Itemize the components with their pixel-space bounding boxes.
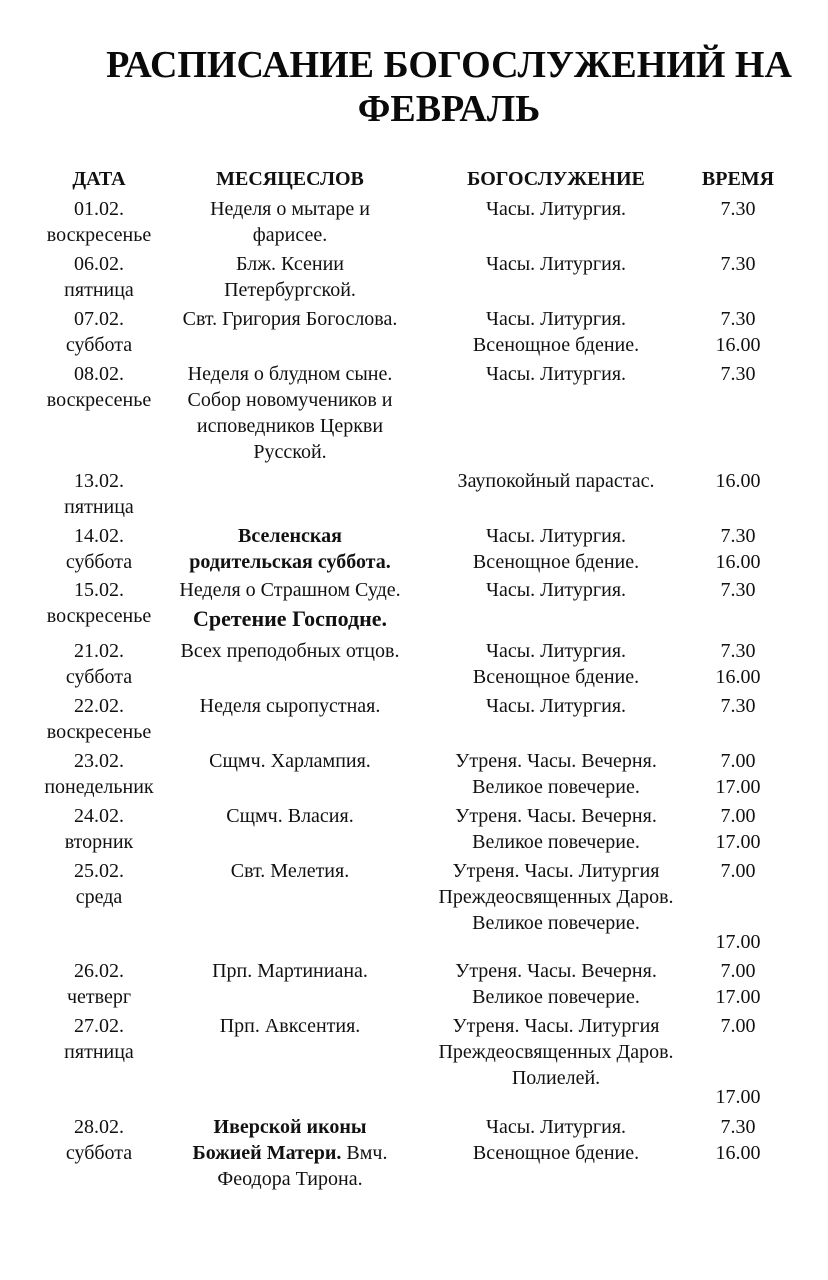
row-time: 7.30 bbox=[720, 640, 756, 662]
row-saint: Неделя о Страшном Суде. bbox=[179, 579, 401, 601]
row-time: 17.00 bbox=[715, 931, 761, 953]
row-service: Полиелей. bbox=[511, 1067, 601, 1089]
row-weekday: суббота bbox=[65, 1142, 133, 1164]
row-saint: Неделя о мытаре и bbox=[210, 198, 370, 220]
row-date: 08.02. bbox=[74, 363, 124, 385]
row-date: 21.02. bbox=[74, 640, 124, 662]
row-time: 7.30 bbox=[720, 363, 756, 385]
row-date: 27.02. bbox=[74, 1015, 124, 1037]
row-time: 7.30 bbox=[720, 253, 756, 275]
row-saint: Неделя о блудном сыне. bbox=[187, 363, 393, 385]
row-service: Часы. Литургия. bbox=[485, 579, 627, 601]
row-weekday: воскресенье bbox=[46, 721, 152, 743]
row-service: Утреня. Часы. Литургия bbox=[452, 860, 660, 882]
row-saint: Всех преподобных отцов. bbox=[180, 640, 400, 662]
row-weekday: суббота bbox=[65, 334, 133, 356]
row-service: Всенощное бдение. bbox=[472, 551, 640, 573]
row-time: 7.30 bbox=[720, 308, 756, 330]
row-service: Часы. Литургия. bbox=[485, 640, 627, 662]
row-date: 22.02. bbox=[74, 695, 124, 717]
row-weekday: суббота bbox=[65, 551, 133, 573]
row-date: 25.02. bbox=[74, 860, 124, 882]
row-service: Часы. Литургия. bbox=[485, 198, 627, 220]
row-time: 17.00 bbox=[715, 1086, 761, 1108]
row-service: Заупокойный парастас. bbox=[457, 470, 655, 492]
row-weekday: пятница bbox=[64, 279, 134, 301]
row-service: Преждеосвященных Даров. bbox=[438, 1041, 674, 1063]
row-weekday: пятница bbox=[64, 1041, 134, 1063]
row-saint-bold: родительская суббота. bbox=[189, 551, 391, 573]
row-time: 7.00 bbox=[720, 805, 756, 827]
row-service: Часы. Литургия. bbox=[485, 1116, 627, 1138]
row-saint: Сщмч. Власия. bbox=[226, 805, 354, 827]
row-saint-tail: Вмч. bbox=[341, 1142, 388, 1164]
row-time: 7.00 bbox=[720, 960, 756, 982]
row-service: Утреня. Часы. Вечерня. bbox=[455, 750, 657, 772]
row-date: 26.02. bbox=[74, 960, 124, 982]
row-service: Часы. Литургия. bbox=[485, 525, 627, 547]
row-time: 16.00 bbox=[715, 666, 761, 688]
row-weekday: среда bbox=[75, 886, 123, 908]
row-date: 06.02. bbox=[74, 253, 124, 275]
row-time: 17.00 bbox=[715, 831, 761, 853]
row-date: 24.02. bbox=[74, 805, 124, 827]
row-saint-bold: Иверской иконы bbox=[213, 1116, 367, 1138]
row-saint: Свт. Григория Богослова. bbox=[182, 308, 398, 330]
row-saint: Собор новомучеников и bbox=[187, 389, 393, 411]
row-saint: Неделя сыропустная. bbox=[199, 695, 381, 717]
row-service: Всенощное бдение. bbox=[472, 666, 640, 688]
row-weekday: понедельник bbox=[44, 776, 154, 798]
row-time: 7.30 bbox=[720, 1116, 756, 1138]
page-title-line1: РАСПИСАНИЕ БОГОСЛУЖЕНИЙ НА bbox=[106, 44, 792, 86]
header-time: ВРЕМЯ bbox=[701, 168, 775, 190]
row-service: Великое повечерие. bbox=[472, 776, 640, 798]
row-saint-bold: Вселенская bbox=[238, 525, 342, 547]
row-service: Всенощное бдение. bbox=[472, 334, 640, 356]
row-service: Часы. Литургия. bbox=[485, 253, 627, 275]
row-service: Великое повечерие. bbox=[472, 986, 640, 1008]
row-time: 7.30 bbox=[720, 695, 756, 717]
row-date: 07.02. bbox=[74, 308, 124, 330]
row-time: 7.30 bbox=[720, 198, 756, 220]
row-service: Великое повечерие. bbox=[472, 831, 640, 853]
row-weekday: пятница bbox=[64, 496, 134, 518]
row-saint: исповедников Церкви bbox=[196, 415, 384, 437]
row-date: 23.02. bbox=[74, 750, 124, 772]
row-time: 16.00 bbox=[715, 1142, 761, 1164]
row-weekday: воскресенье bbox=[46, 389, 152, 411]
row-time: 7.00 bbox=[720, 750, 756, 772]
row-date: 01.02. bbox=[74, 198, 124, 220]
row-time: 7.30 bbox=[720, 579, 756, 601]
row-saint: Свт. Мелетия. bbox=[230, 860, 350, 882]
row-service: Преждеосвященных Даров. bbox=[438, 886, 674, 908]
row-saint: Сщмч. Харлампия. bbox=[209, 750, 371, 772]
row-service: Утреня. Часы. Литургия bbox=[452, 1015, 660, 1037]
row-date: 15.02. bbox=[74, 579, 124, 601]
row-date: 28.02. bbox=[74, 1116, 124, 1138]
row-service: Часы. Литургия. bbox=[485, 695, 627, 717]
row-saint: Блж. Ксении bbox=[236, 253, 344, 275]
header-service: БОГОСЛУЖЕНИЕ bbox=[467, 168, 645, 190]
row-date: 13.02. bbox=[74, 470, 124, 492]
row-weekday: вторник bbox=[64, 831, 134, 853]
row-time: 16.00 bbox=[715, 334, 761, 356]
row-weekday: суббота bbox=[65, 666, 133, 688]
row-time: 16.00 bbox=[715, 470, 761, 492]
row-date: 14.02. bbox=[74, 525, 124, 547]
page-title-line2: ФЕВРАЛЬ bbox=[357, 88, 541, 130]
row-time: 7.00 bbox=[720, 860, 756, 882]
row-saint-feast: Сретение Господне. bbox=[192, 606, 388, 631]
row-time: 7.00 bbox=[720, 1015, 756, 1037]
row-weekday: четверг bbox=[66, 986, 132, 1008]
row-time: 16.00 bbox=[715, 551, 761, 573]
row-service: Всенощное бдение. bbox=[472, 1142, 640, 1164]
row-weekday: воскресенье bbox=[46, 605, 152, 627]
row-saint: фарисее. bbox=[252, 224, 328, 246]
row-service: Утреня. Часы. Вечерня. bbox=[455, 960, 657, 982]
header-date: ДАТА bbox=[72, 168, 126, 190]
row-weekday: воскресенье bbox=[46, 224, 152, 246]
row-service: Часы. Литургия. bbox=[485, 308, 627, 330]
row-time: 17.00 bbox=[715, 776, 761, 798]
row-saint-bold: Божией Матери. Вмч. bbox=[192, 1142, 388, 1164]
row-saint: Русской. bbox=[253, 441, 327, 463]
row-service: Часы. Литургия. bbox=[485, 363, 627, 385]
row-time: 17.00 bbox=[715, 986, 761, 1008]
row-saint: Феодора Тирона. bbox=[217, 1168, 363, 1190]
row-saint: Прп. Авксентия. bbox=[219, 1015, 361, 1037]
header-saint: МЕСЯЦЕСЛОВ bbox=[216, 168, 364, 190]
row-time: 7.30 bbox=[720, 525, 756, 547]
row-service: Утреня. Часы. Вечерня. bbox=[455, 805, 657, 827]
row-saint: Петербургской. bbox=[224, 279, 356, 301]
row-service: Великое повечерие. bbox=[472, 912, 640, 934]
row-saint: Прп. Мартиниана. bbox=[212, 960, 368, 982]
